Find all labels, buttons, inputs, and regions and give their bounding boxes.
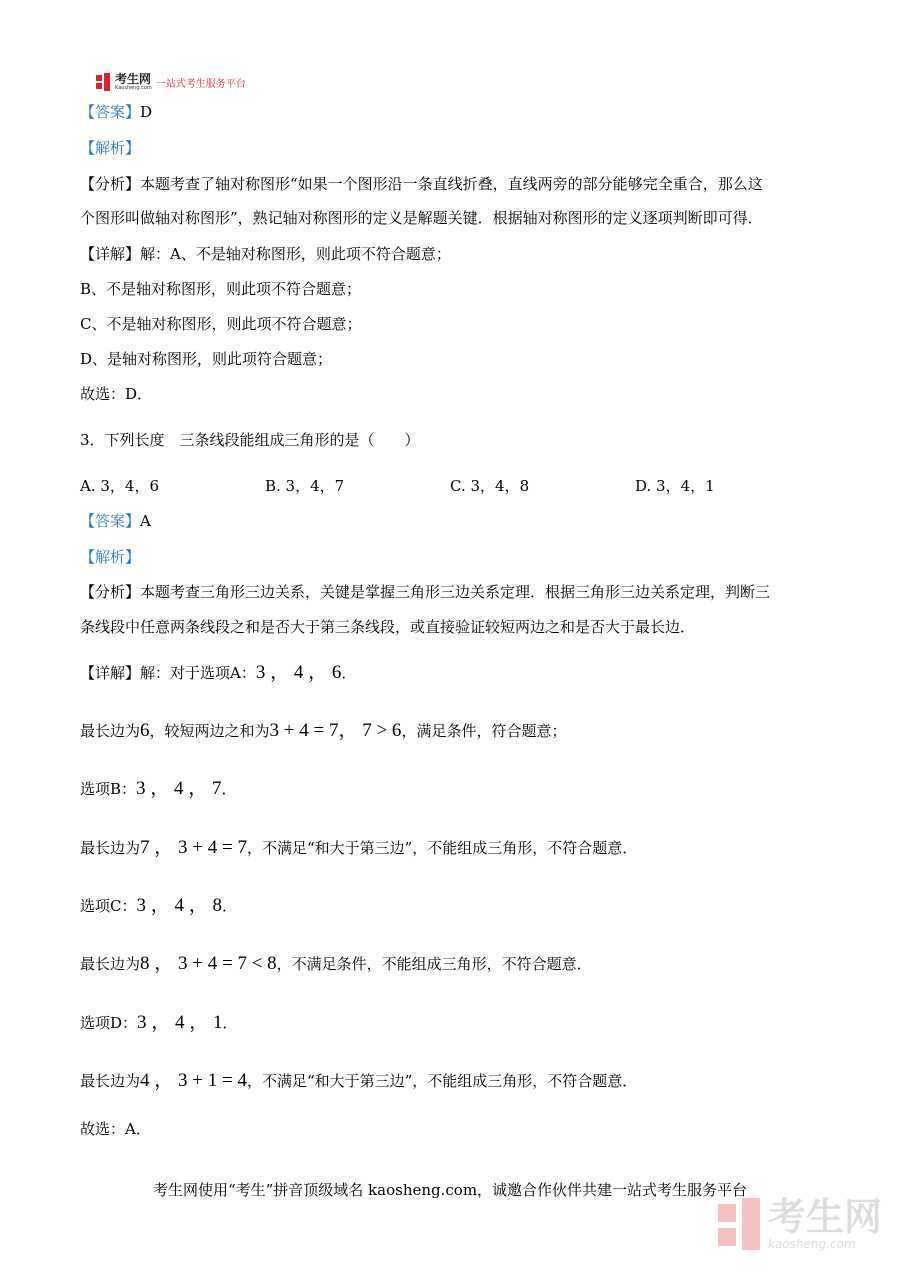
watermark-cn: 考生网 bbox=[768, 1195, 883, 1239]
logo-en: Kaosheng.com bbox=[115, 85, 152, 91]
q3-d-vals: 选项D：3 ， 4 ， 1． bbox=[80, 1012, 238, 1033]
q2-option-b: B、不是轴对称图形，则此项不符合题意； bbox=[80, 280, 362, 298]
q3-question: 3．下列长度 三条线段能组成三角形的是（ ） bbox=[80, 431, 420, 449]
q3-a-reason: 最长边为6，较短两边之和为3 + 4 = 7， 7 > 6，满足条件，符合题意； bbox=[80, 720, 567, 741]
kaosheng-logo-icon bbox=[96, 73, 112, 91]
page-footer: 考生网使用“考生”拼音顶级域名 kaosheng.com，诚邀合作伙伴共建一站式考生服务平台 bbox=[152, 1181, 748, 1199]
q3-b-reason: 最长边为7 ， 3 + 4 = 7，不满足“和大于第三边”，不能组成三角形，不符合题意． bbox=[80, 837, 638, 858]
q3-option-c: C. 3，4，8 bbox=[450, 477, 530, 495]
q3-c-vals: 选项C：3 ， 4 ， 8． bbox=[80, 895, 238, 916]
q3-xiangjie: 【详解】解：对于选项A：3 ， 4 ， 6． bbox=[80, 662, 357, 683]
watermark bbox=[718, 1197, 882, 1251]
q3-option-b: B. 3，4，7 bbox=[265, 477, 345, 495]
logo-cn: 考生网 bbox=[115, 72, 152, 86]
logo-slogan: 一站式考生服务平台 bbox=[155, 78, 246, 90]
q2-conclusion: 故选：D． bbox=[80, 385, 153, 403]
q2-analysis-tag: 【解析】 bbox=[80, 139, 141, 157]
q3-d-reason: 最长边为4 ， 3 + 1 = 4，不满足“和大于第三边”，不能组成三角形，不符合题意． bbox=[80, 1070, 638, 1091]
q3-c-reason: 最长边为8 ， 3 + 4 = 7 < 8，不满足条件，不能组成三角形，不符合题意． bbox=[80, 953, 592, 974]
q3-analysis-tag: 【解析】 bbox=[80, 548, 141, 566]
q3-answer: 【答案】A bbox=[80, 512, 151, 530]
q2-option-c: C、不是轴对称图形，则此项不符合题意； bbox=[80, 315, 362, 333]
q3-fenxi-cont: 条线段中任意两条线段之和是否大于第三条线段，或直接验证较短两边之和是否大于最长边． bbox=[80, 618, 696, 636]
q3-option-d: D. 3，4，1 bbox=[635, 477, 715, 495]
q2-fenxi: 【分析】本题考查了轴对称图形“如果一个图形沿一条直线折叠，直线两旁的部分能够完全重合，那么这 bbox=[80, 175, 763, 193]
watermark-en: kaosheng.com bbox=[768, 1237, 856, 1251]
q3-conclusion: 故选：A． bbox=[80, 1120, 151, 1138]
q2-fenxi-cont: 个图形叫做轴对称图形”，熟记轴对称图形的定义是解题关键．根据轴对称图形的定义逐项判断即可得． bbox=[80, 209, 763, 227]
q2-xiangjie: 【详解】解：A、不是轴对称图形，则此项不符合题意； bbox=[80, 245, 451, 263]
q2-option-d: D、是轴对称图形，则此项符合题意； bbox=[80, 350, 333, 368]
q3-b-vals: 选项B：3 ， 4 ， 7． bbox=[80, 778, 237, 799]
q3-option-a: A. 3，4，6 bbox=[80, 477, 159, 495]
q2-answer: 【答案】D bbox=[80, 103, 153, 121]
watermark-logo-icon bbox=[718, 1198, 762, 1250]
header-logo bbox=[96, 72, 246, 92]
answer-tag: 【答案】 bbox=[80, 103, 141, 121]
q3-fenxi: 【分析】本题考查三角形三边关系，关键是掌握三角形三边关系定理．根据三角形三边关系定理，判断三 bbox=[80, 583, 771, 601]
